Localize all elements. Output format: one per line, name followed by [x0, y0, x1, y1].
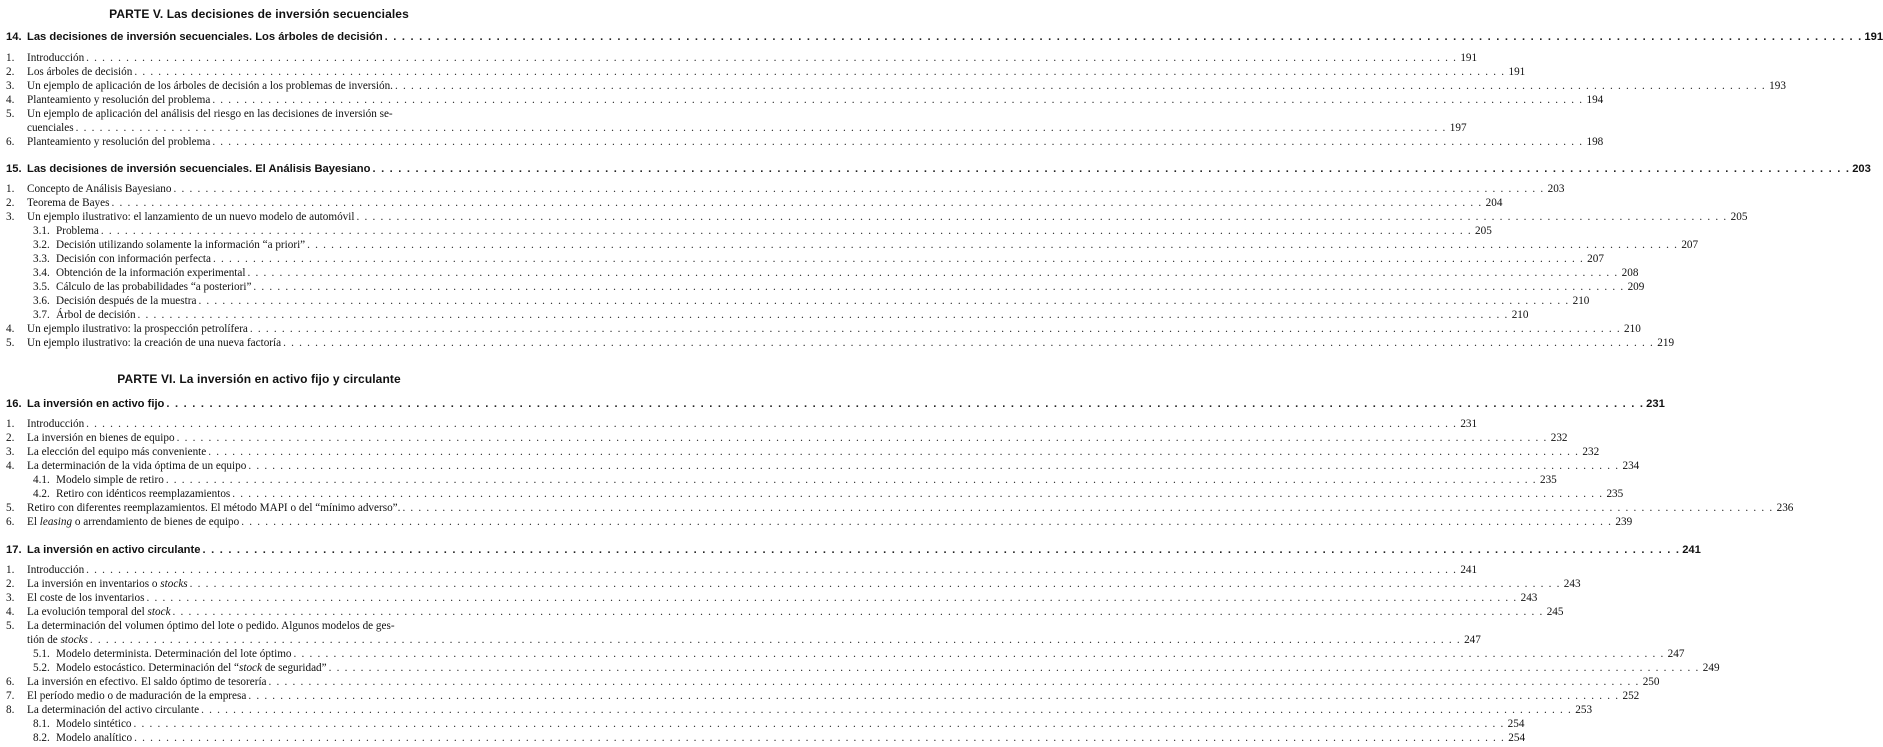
dot-leader: [173, 606, 1544, 618]
chapter-number: 14.: [6, 31, 22, 43]
toc-entry[interactable]: [6, 592, 1538, 605]
section-title: Los árboles de decisión: [27, 66, 133, 78]
toc-entry[interactable]: [6, 211, 1748, 224]
subsection-number: 4.1.: [33, 474, 50, 486]
section-number: 6.: [6, 516, 15, 528]
section-number: 3.: [6, 80, 15, 92]
subsection-number: 3.3.: [33, 253, 50, 265]
chapter-title: Las decisiones de inversión secuenciales. Los árboles de decisión: [27, 31, 383, 43]
subsection-title: Modelo simple de retiro: [56, 474, 164, 486]
section-number: 6.: [6, 136, 15, 148]
section-title-italic: leasing: [39, 516, 73, 528]
subsection-title: Modelo sintético: [56, 718, 132, 730]
section-number: 2.: [6, 578, 15, 590]
page-number: 191: [1508, 66, 1526, 78]
subsection-title: Problema: [56, 225, 99, 237]
subsection-title: Decisión después de la muestra: [56, 295, 197, 307]
dot-leader: [76, 122, 1447, 134]
subsection-number: 5.1.: [33, 648, 50, 660]
page-number: 210: [1572, 295, 1590, 307]
section-number: 6.: [6, 676, 15, 688]
dot-leader: [201, 704, 1572, 716]
dot-leader: [111, 197, 1482, 209]
toc-subentry[interactable]: [33, 239, 1699, 252]
toc-entry[interactable]: [6, 606, 1564, 619]
section-title-part: tión de: [27, 634, 61, 646]
dot-leader: [372, 163, 1850, 175]
dot-leader: [283, 337, 1654, 349]
toc-entry[interactable]: [6, 502, 1794, 515]
toc-entry-continuation[interactable]: [27, 634, 1481, 647]
dot-leader: [253, 281, 1624, 293]
section-number: 1.: [6, 52, 15, 64]
section-number: 5.: [6, 502, 15, 514]
dot-leader: [248, 267, 1619, 279]
toc-entry[interactable]: [6, 418, 1478, 431]
section-title: Teorema de Bayes: [27, 197, 110, 209]
section-title: [27, 578, 188, 590]
section-title: La determinación del activo circulante: [27, 704, 200, 716]
subsection-title: Retiro con idénticos reemplazamientos: [56, 488, 231, 500]
page-number: 231: [1460, 418, 1478, 430]
subsection-title: Cálculo de las probabilidades “a posteriori”: [56, 281, 252, 293]
page-number: 236: [1776, 502, 1794, 514]
section-title-part: El: [27, 516, 40, 528]
page-number: 232: [1582, 446, 1600, 458]
section-title: Un ejemplo de aplicación del análisis del riesgo en las decisiones de inversión se-: [27, 108, 393, 120]
toc-entry[interactable]: [6, 516, 1633, 529]
subsection-title: Decisión utilizando solamente la información “a priori”: [56, 239, 306, 251]
toc-subentry[interactable]: [33, 309, 1529, 322]
section-title-italic: stocks: [160, 578, 188, 590]
section-number: 2.: [6, 432, 15, 444]
toc-subentry[interactable]: [33, 295, 1590, 308]
page-number: 247: [1464, 634, 1481, 646]
page-number: 254: [1507, 718, 1525, 730]
page-number: 243: [1520, 592, 1538, 604]
section-title: Un ejemplo ilustrativo: la creación de una nueva factoría: [27, 337, 282, 349]
section-title: Retiro con diferentes reemplazamientos. El método MAPI o del “mínimo adverso”.: [27, 502, 401, 514]
page-number: 243: [1563, 578, 1581, 590]
toc-entry[interactable]: [6, 66, 1526, 79]
subsection-number: 3.5.: [33, 281, 50, 293]
dot-leader: [208, 446, 1579, 458]
dot-leader: [134, 66, 1505, 78]
toc-entry[interactable]: [6, 676, 1660, 689]
chapter-entry[interactable]: [6, 163, 1871, 176]
section-title-italic: stock: [147, 606, 171, 618]
page-number: 194: [1586, 94, 1604, 106]
subsection-number: 3.4.: [33, 267, 50, 279]
dot-leader: [138, 309, 1509, 321]
page-number: 207: [1681, 239, 1699, 251]
dot-leader: [307, 239, 1678, 251]
dot-leader: [146, 592, 1517, 604]
section-title: Planteamiento y resolución del problema: [27, 94, 211, 106]
subsection-title-italic: stock: [238, 662, 262, 674]
page-number: 204: [1485, 197, 1503, 209]
page-number: 250: [1642, 676, 1660, 688]
toc-entry[interactable]: [6, 690, 1640, 703]
dot-leader: [385, 31, 1863, 43]
page-number: 239: [1615, 516, 1633, 528]
section-title: Planteamiento y resolución del problema: [27, 136, 211, 148]
section-number: 3.: [6, 592, 15, 604]
section-title: La determinación de la vida óptima de un equipo: [27, 460, 247, 472]
subsection-number: 3.1.: [33, 225, 50, 237]
page-number: 254: [1508, 732, 1526, 744]
page-number: 234: [1622, 460, 1640, 472]
dot-leader: [250, 323, 1621, 335]
part-title: PARTE V. Las decisiones de inversión secuenciales: [109, 7, 409, 21]
section-title: El período medio o de maduración de la empresa: [27, 690, 247, 702]
page-number: 219: [1657, 337, 1675, 349]
page-number: 205: [1475, 225, 1492, 237]
toc-entry[interactable]: [6, 620, 486, 633]
page-number: 241: [1460, 564, 1478, 576]
toc-entry[interactable]: [6, 337, 1675, 350]
page-number: 210: [1511, 309, 1529, 321]
toc-subentry[interactable]: [33, 732, 1526, 745]
chapter-title: La inversión en activo fijo: [27, 398, 165, 410]
subsection-title: [56, 662, 327, 674]
section-title: La inversión en bienes de equipo: [27, 432, 175, 444]
section-title-part: o arrendamiento de bienes de equipo: [72, 516, 240, 528]
section-title: Un ejemplo ilustrativo: la prospección petrolífera: [27, 323, 248, 335]
dot-leader: [198, 295, 1569, 307]
chapter-entry[interactable]: [6, 31, 1883, 44]
page-number: 245: [1546, 606, 1564, 618]
page-number: 235: [1606, 488, 1624, 500]
section-title: La inversión en efectivo. El saldo óptimo de tesorería: [27, 676, 267, 688]
page-number: 193: [1769, 80, 1786, 92]
section-title-italic: stocks: [60, 634, 88, 646]
section-title: Introducción: [27, 418, 85, 430]
section-number: 2.: [6, 197, 15, 209]
part-title: PARTE VI. La inversión en activo fijo y circulante: [117, 372, 401, 386]
subsection-number: 3.7.: [33, 309, 50, 321]
section-number: 4.: [6, 94, 15, 106]
dot-leader: [241, 516, 1612, 528]
section-number: 4.: [6, 460, 15, 472]
toc-subentry[interactable]: [33, 488, 1624, 501]
section-number: 4.: [6, 323, 15, 335]
toc-subentry[interactable]: [33, 648, 1685, 661]
section-title-part: La inversión en inventarios o: [27, 578, 161, 590]
section-title: La determinación del volumen óptimo del lote o pedido. Algunos modelos de ges-: [27, 620, 395, 632]
dot-leader: [166, 398, 1644, 410]
subsection-number: 4.2.: [33, 488, 50, 500]
subsection-number: 8.2.: [33, 732, 50, 744]
toc-subentry[interactable]: [33, 267, 1639, 280]
section-number: 4.: [6, 606, 15, 618]
section-number: 1.: [6, 183, 15, 195]
page-number: 210: [1624, 323, 1641, 335]
page-number: 191: [1864, 31, 1883, 43]
page-number: 241: [1682, 544, 1701, 556]
dot-leader: [232, 488, 1603, 500]
toc-entry[interactable]: [6, 564, 1478, 577]
dot-leader: [173, 183, 1544, 195]
section-number: 1.: [6, 418, 15, 430]
section-title-part: La evolución temporal del: [27, 606, 148, 618]
page-number: 198: [1586, 136, 1604, 148]
subsection-number: 3.6.: [33, 295, 50, 307]
toc-entry[interactable]: [6, 460, 1640, 473]
toc-entry[interactable]: [6, 136, 1604, 149]
toc-entry[interactable]: [6, 432, 1568, 445]
subsection-number: 8.1.: [33, 718, 50, 730]
dot-leader: [202, 544, 1680, 556]
page-number: 209: [1627, 281, 1645, 293]
dot-leader: [134, 732, 1505, 744]
subsection-title-part: Modelo estocástico. Determinación del “: [56, 662, 239, 674]
subsection-title: Decisión con información perfecta: [56, 253, 212, 265]
page-number: 232: [1550, 432, 1568, 444]
toc-subentry[interactable]: [33, 253, 1604, 266]
section-title: Introducción: [27, 52, 85, 64]
section-title: Concepto de Análisis Bayesiano: [27, 183, 172, 195]
section-number: 1.: [6, 564, 15, 576]
dot-leader: [395, 80, 1766, 92]
section-title: Introducción: [27, 564, 85, 576]
toc-subentry[interactable]: [33, 718, 1525, 731]
section-number: 5.: [6, 337, 15, 349]
toc-entry[interactable]: [6, 108, 486, 121]
subsection-title: Obtención de la información experimental: [56, 267, 246, 279]
dot-leader: [134, 718, 1505, 730]
dot-leader: [166, 474, 1537, 486]
page-number: 207: [1587, 253, 1604, 265]
toc-entry[interactable]: [6, 446, 1600, 459]
toc-entry[interactable]: [6, 183, 1565, 196]
section-number: 5.: [6, 108, 15, 120]
page-number: 208: [1621, 267, 1639, 279]
dot-leader: [213, 253, 1584, 265]
dot-leader: [177, 432, 1548, 444]
chapter-title: Las decisiones de inversión secuenciales. El Análisis Bayesiano: [27, 163, 371, 175]
toc-subentry[interactable]: [33, 225, 1492, 238]
page-number: 205: [1730, 211, 1748, 223]
toc-subentry[interactable]: [33, 474, 1557, 487]
dot-leader: [248, 460, 1619, 472]
toc-subentry[interactable]: [33, 281, 1645, 294]
dot-leader: [212, 136, 1583, 148]
page-number: 249: [1702, 662, 1720, 674]
dot-leader: [86, 52, 1457, 64]
toc-entry[interactable]: [6, 323, 1641, 336]
chapter-entry[interactable]: [6, 398, 1665, 411]
chapter-title: La inversión en activo circulante: [27, 544, 201, 556]
chapter-number: 15.: [6, 163, 22, 175]
section-number: 3.: [6, 446, 15, 458]
page-number: 191: [1460, 52, 1478, 64]
section-title: [27, 516, 239, 528]
toc-entry[interactable]: [6, 197, 1503, 210]
page-number: 253: [1575, 704, 1593, 716]
dot-leader: [86, 418, 1457, 430]
page-number: 231: [1646, 398, 1665, 410]
section-number: 2.: [6, 66, 15, 78]
section-title-continuation: [27, 634, 88, 646]
subsection-number: 5.2.: [33, 662, 50, 674]
page-number: 203: [1547, 183, 1565, 195]
section-title: El coste de los inventarios: [27, 592, 145, 604]
toc-entry[interactable]: [6, 704, 1593, 717]
toc-entry[interactable]: [6, 80, 1786, 93]
section-number: 3.: [6, 211, 15, 223]
page-number: 247: [1667, 648, 1685, 660]
subsection-title-part: de seguridad”: [261, 662, 327, 674]
subsection-title: Árbol de decisión: [56, 309, 136, 321]
section-number: 7.: [6, 690, 15, 702]
page-number: 235: [1539, 474, 1557, 486]
section-title: [27, 606, 171, 618]
subsection-number: 3.2.: [33, 239, 50, 251]
toc-entry[interactable]: [6, 578, 1581, 591]
toc-entry[interactable]: [6, 94, 1604, 107]
page-number: 203: [1852, 163, 1871, 175]
dot-leader: [101, 225, 1472, 237]
toc-entry-continuation[interactable]: [27, 122, 1467, 135]
dot-leader: [294, 648, 1665, 660]
dot-leader: [356, 211, 1727, 223]
dot-leader: [329, 662, 1700, 674]
dot-leader: [190, 578, 1561, 590]
section-number: 5.: [6, 620, 15, 632]
section-title: La elección del equipo más conveniente: [27, 446, 207, 458]
dot-leader: [212, 94, 1583, 106]
dot-leader: [269, 676, 1640, 688]
section-title-continuation: cuenciales: [27, 122, 74, 134]
page-number: 252: [1622, 690, 1640, 702]
dot-leader: [90, 634, 1461, 646]
dot-leader: [248, 690, 1619, 702]
chapter-entry[interactable]: [6, 544, 1701, 557]
toc-entry[interactable]: [6, 52, 1478, 65]
page-number: 197: [1449, 122, 1467, 134]
section-title: Un ejemplo de aplicación de los árboles de decisión a los problemas de inversión.: [27, 80, 393, 92]
chapter-number: 16.: [6, 398, 22, 410]
section-title: Un ejemplo ilustrativo: el lanzamiento de un nuevo modelo de automóvil: [27, 211, 355, 223]
dot-leader: [402, 502, 1773, 514]
section-number: 8.: [6, 704, 15, 716]
chapter-number: 17.: [6, 544, 22, 556]
toc-subentry[interactable]: [33, 662, 1720, 675]
subsection-title: Modelo analítico: [56, 732, 133, 744]
dot-leader: [86, 564, 1457, 576]
subsection-title: Modelo determinista. Determinación del lote óptimo: [56, 648, 292, 660]
